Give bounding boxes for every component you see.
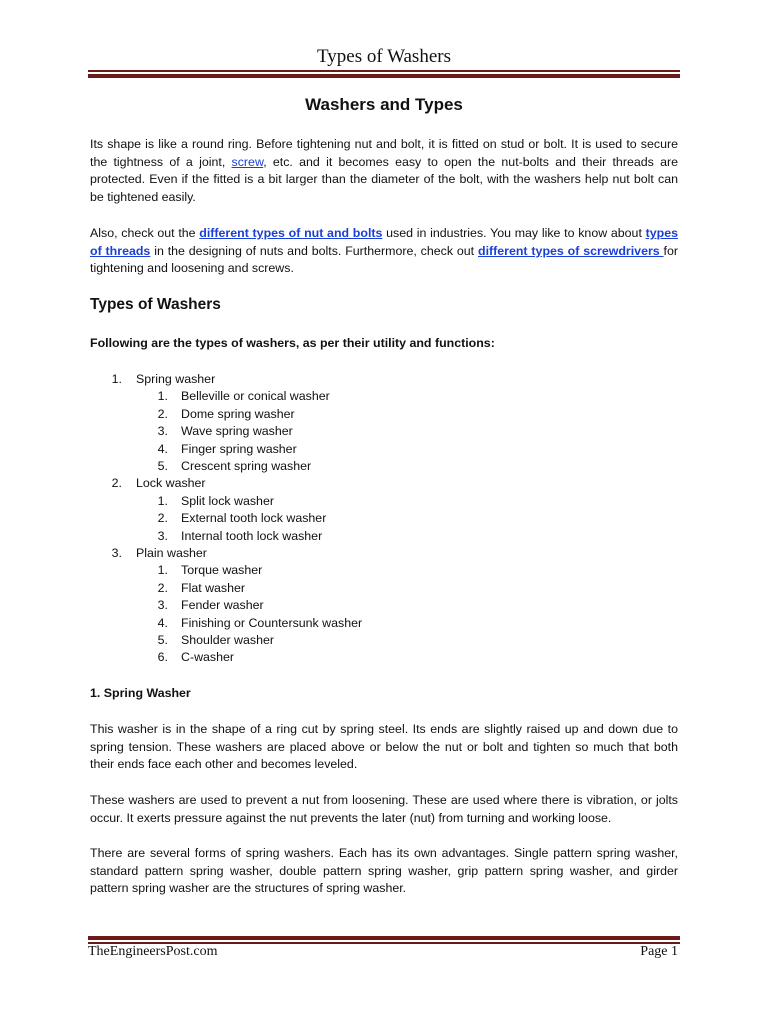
list-label: Spring washer <box>136 372 216 386</box>
spring-washer-heading: 1. Spring Washer <box>90 686 191 700</box>
list-number: 4. <box>157 615 168 630</box>
spring-paragraph-2: These washers are used to prevent a nut from loosening. These are used where there is vibration, or jolts occur. It exerts pressure against the nut prevents the later (nut) from turning and working loose. <box>90 793 678 825</box>
threads-link[interactable]: types of threads <box>90 226 678 258</box>
list-label: Split lock washer <box>181 493 274 508</box>
list-number: 5. <box>157 459 168 473</box>
intro-paragraph-1: Its shape is like a round ring. Before tightening nut and bolt, it is fitted on stud or bolt. It is used to secure the tightness of a joint, screw, etc. and it becomes easy to open the nut-bolts and their threads are protected. Even if the fitted is a bit larger than the diameter of the bolt, with the washers help nut bolt can be tightened easily. <box>90 137 678 204</box>
list-label: Wave spring washer <box>181 424 293 439</box>
footer-site: TheEngineersPost.com <box>88 944 218 959</box>
list-label: Fender washer <box>181 598 264 613</box>
list-number: 3. <box>157 528 168 543</box>
section-lead: Following are the types of washers, as per their utility and functions: <box>90 336 495 350</box>
list-number: 1. <box>157 493 168 508</box>
list-label: Finishing or Countersunk washer <box>181 615 363 630</box>
footer-rule-thick <box>88 936 680 940</box>
list-number: 2. <box>157 511 168 526</box>
list-number: 2. <box>157 580 168 595</box>
list-label: Shoulder washer <box>181 633 274 647</box>
list-number: 5. <box>157 633 168 647</box>
list-label: Flat washer <box>181 580 246 595</box>
list-label: Internal tooth lock washer <box>181 528 323 543</box>
screw-link[interactable]: screw <box>231 154 264 169</box>
list-label: Finger spring washer <box>181 441 297 456</box>
document-title: Washers and Types <box>305 95 463 114</box>
list-number: 3. <box>157 598 168 613</box>
header-rule-thick <box>88 74 680 78</box>
spring-paragraph-1: This washer is in the shape of a ring cut by spring steel. Its ends are slightly raised up and down due to spring tension. These washers are placed above or below the nut or bolt and tighten so much that both their ends face each other and becomes leveled. <box>90 722 678 772</box>
list-label: C-washer <box>181 650 235 665</box>
list-number: 6. <box>157 650 168 665</box>
list-label: External tooth lock washer <box>181 511 327 526</box>
list-number: 2. <box>157 406 168 421</box>
screwdrivers-link[interactable]: different types of screwdrivers <box>478 243 664 258</box>
list-number: 3. <box>111 546 122 560</box>
list-number: 2. <box>111 476 122 491</box>
list-number: 1. <box>111 372 122 386</box>
list-number: 1. <box>157 389 168 404</box>
spring-paragraph-3: There are several forms of spring washers. Each has its own advantages. Single pattern spring washer, standard pattern spring washer, double pattern spring washer, grip pattern spring washer, and girder pattern spring washer are the structures of spring washer. <box>90 846 678 896</box>
list-label: Belleville or conical washer <box>181 389 330 404</box>
list-label: Dome spring washer <box>181 406 295 421</box>
list-number: 4. <box>157 441 168 456</box>
list-number: 3. <box>157 424 168 439</box>
running-header: Types of Washers <box>317 46 451 67</box>
list-label: Lock washer <box>136 476 206 491</box>
header-rule-thin <box>88 70 680 72</box>
intro-paragraph-2: Also, check out the different types of nut and bolts used in industries. You may like to know about types of threads in the designing of nuts and bolts. Furthermore, check out different types of screwdrivers for tightening and loosening and screws. <box>90 226 679 276</box>
list-label: Crescent spring washer <box>181 459 312 473</box>
list-number: 1. <box>157 563 168 578</box>
list-label: Plain washer <box>136 546 207 560</box>
list-label: Torque washer <box>181 563 263 578</box>
section-heading: Types of Washers <box>90 296 221 313</box>
footer-page-number: Page 1 <box>640 944 678 959</box>
nut-bolts-link[interactable]: different types of nut and bolts <box>199 226 383 240</box>
